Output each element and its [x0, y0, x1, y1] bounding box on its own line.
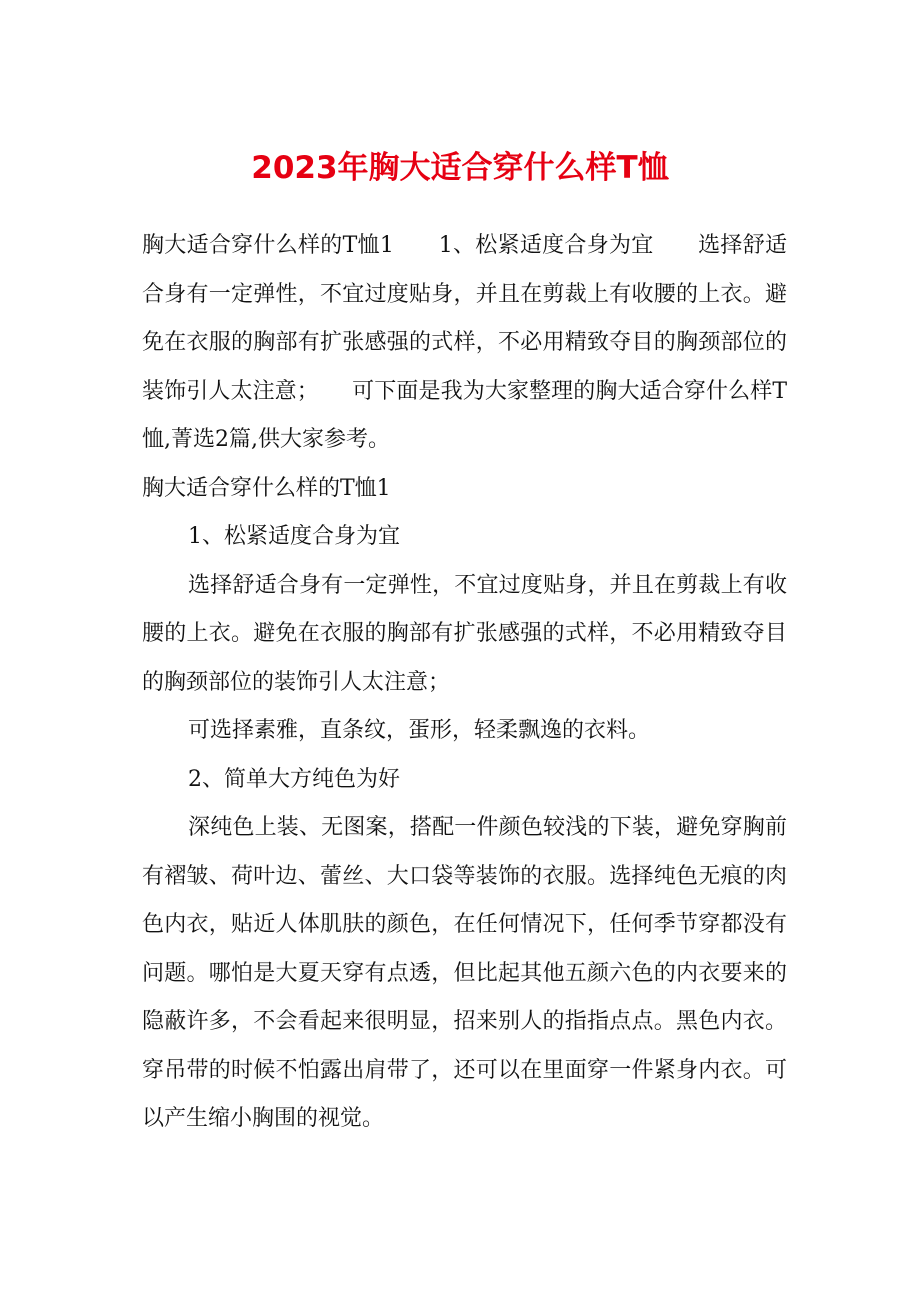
section-heading: 胸大适合穿什么样的T恤1	[142, 475, 391, 501]
paragraph-2: 可选择素雅，直条纹，蛋形，轻柔飘逸的衣料。	[188, 718, 651, 743]
paragraph-3: 深纯色上装、无图案，搭配一件颜色较浅的下装，避免穿胸前有褶皱、荷叶边、蕾丝、大口袋等装饰的衣服。选择纯色无痕的肉色内衣，贴近人体肌肤的颜色，在任何情况下，任何季节穿都没有问题。哪怕是大夏天穿有点透，但比起其他五颜六色的内衣要来的隐蔽许多，不会看起来很明显，招来别人的指指点点。黑色内衣。穿吊带的时候不怕露出肩带了，还可以在里面穿一件紧身内衣。可以产生缩小胸围的视觉。	[142, 815, 787, 1131]
paragraph-1: 选择舒适合身有一定弹性，不宜过度贴身，并且在剪裁上有收腰的上衣。避免在衣服的胸部有扩张感强的式样，不必用精致夺目的胸颈部位的装饰引人太注意；	[142, 572, 787, 695]
subheading-1: 1、松紧适度合身为宜	[188, 524, 400, 549]
page-title: 2023年胸大适合穿什么样T恤	[251, 150, 669, 186]
intro-paragraph: 胸大适合穿什么样的T恤1 1、松紧适度合身为宜 选择舒适合身有一定弹性，不宜过度贴身，并且在剪裁上有收腰的上衣。避免在衣服的胸部有扩张感强的式样，不必用精致夺目的胸颈部位的装饰引人太注意； 可下面是我为大家整理的胸大适合穿什么样T恤,菁选2篇,供大家参考。	[142, 233, 787, 452]
subheading-2: 2、简单大方纯色为好	[188, 766, 400, 792]
document-body	[142, 222, 787, 1144]
